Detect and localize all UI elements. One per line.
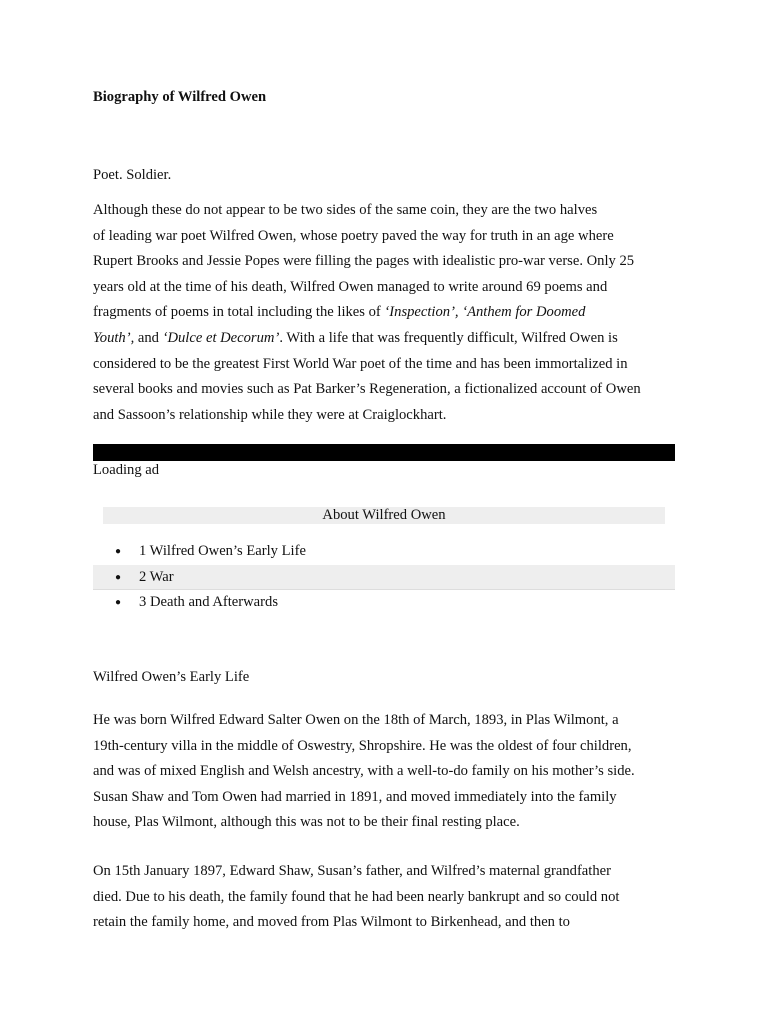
bullet-icon: ● — [115, 546, 122, 557]
section-heading-early-life: Wilfred Owen’s Early Life — [93, 669, 250, 685]
ad-loading-label: Loading ad — [93, 462, 160, 478]
toc-item-label[interactable]: 2 War — [139, 568, 174, 585]
text-run: . With a life that was frequently difficult, Wilfred Owen is — [279, 329, 618, 346]
grandfather-paragraph — [93, 862, 619, 939]
italic-text: Youth’, — [93, 329, 135, 346]
toc-item-war[interactable] — [93, 565, 675, 591]
text-run: On 15th January 1897, Edward Shaw, Susan’s father, and Wilfred’s maternal grandfather — [93, 863, 611, 879]
early-life-paragraph — [93, 711, 635, 839]
text-run: and — [134, 329, 163, 346]
text-run: fragments of poems in total including the likes of — [93, 304, 385, 321]
text-line — [93, 406, 641, 432]
bullet-icon: ● — [115, 571, 122, 583]
toc-item-label[interactable]: 1 Wilfred Owen’s Early Life — [139, 543, 306, 559]
toc-item-death-and-afterwards[interactable] — [93, 590, 675, 616]
ad-banner[interactable] — [93, 444, 675, 461]
text-line — [93, 788, 635, 814]
toc-item-early-life[interactable] — [93, 539, 675, 565]
text-run: considered to be the greatest First World War poet of the time and has been immortalized in — [93, 355, 628, 372]
text-line — [93, 227, 641, 253]
text-line — [93, 762, 635, 788]
text-run: house, Plas Wilmont, although this was not to be their final resting place. — [93, 814, 520, 831]
intro-paragraph — [93, 201, 641, 431]
text-run: retain the family home, and moved from Plas Wilmont to Birkenhead, and then to — [93, 914, 570, 931]
toc-item-label[interactable]: 3 Death and Afterwards — [139, 594, 278, 611]
text-line — [93, 888, 619, 914]
text-run: and Sassoon’s relationship while they were at Craiglockhart. — [93, 406, 447, 423]
text-run: 19th-century villa in the middle of Oswestry, Shropshire. He was the oldest of four children, — [93, 737, 632, 754]
italic-text: ‘Dulce et Decorum’ — [162, 329, 280, 346]
tagline: Poet. Soldier. — [93, 167, 172, 183]
text-line — [93, 380, 641, 406]
text-run: Although these do not appear to be two sides of the same coin, they are the two halves — [93, 202, 598, 218]
text-line — [93, 303, 641, 329]
text-line — [93, 913, 619, 939]
text-line — [93, 813, 635, 839]
text-run: Susan Shaw and Tom Owen had married in 1891, and moved immediately into the family — [93, 788, 617, 805]
toc-title: About Wilfred Owen — [103, 507, 665, 524]
text-run: and was of mixed English and Welsh ancestry, with a well-to-do family on his mother’s side. — [93, 763, 635, 780]
text-run: He was born Wilfred Edward Salter Owen on the 18th of March, 1893, in Plas Wilmont, a — [93, 712, 619, 728]
text-line — [93, 862, 619, 888]
text-run: of leading war poet Wilfred Owen, whose poetry paved the way for truth in an age where — [93, 227, 614, 244]
text-line — [93, 711, 635, 737]
text-line — [93, 278, 641, 304]
text-run: years old at the time of his death, Wilfred Owen managed to write around 69 poems and — [93, 278, 608, 295]
table-of-contents — [93, 539, 675, 616]
text-line — [93, 201, 641, 227]
text-line — [93, 252, 641, 278]
text-run: several books and movies such as Pat Barker’s Regeneration, a fictionalized account of Owen — [93, 381, 641, 398]
text-run: died. Due to his death, the family found that he had been nearly bankrupt and so could not — [93, 888, 620, 905]
text-line — [93, 329, 641, 355]
bullet-icon: ● — [115, 597, 122, 609]
text-run: Rupert Brooks and Jessie Popes were filling the pages with idealistic pro-war verse. Only 25 — [93, 253, 635, 270]
text-line — [93, 355, 641, 381]
text-line — [93, 737, 635, 763]
italic-text: ‘Inspection’, ‘Anthem for Doomed — [384, 304, 586, 321]
document-title: Biography of Wilfred Owen — [93, 89, 267, 105]
